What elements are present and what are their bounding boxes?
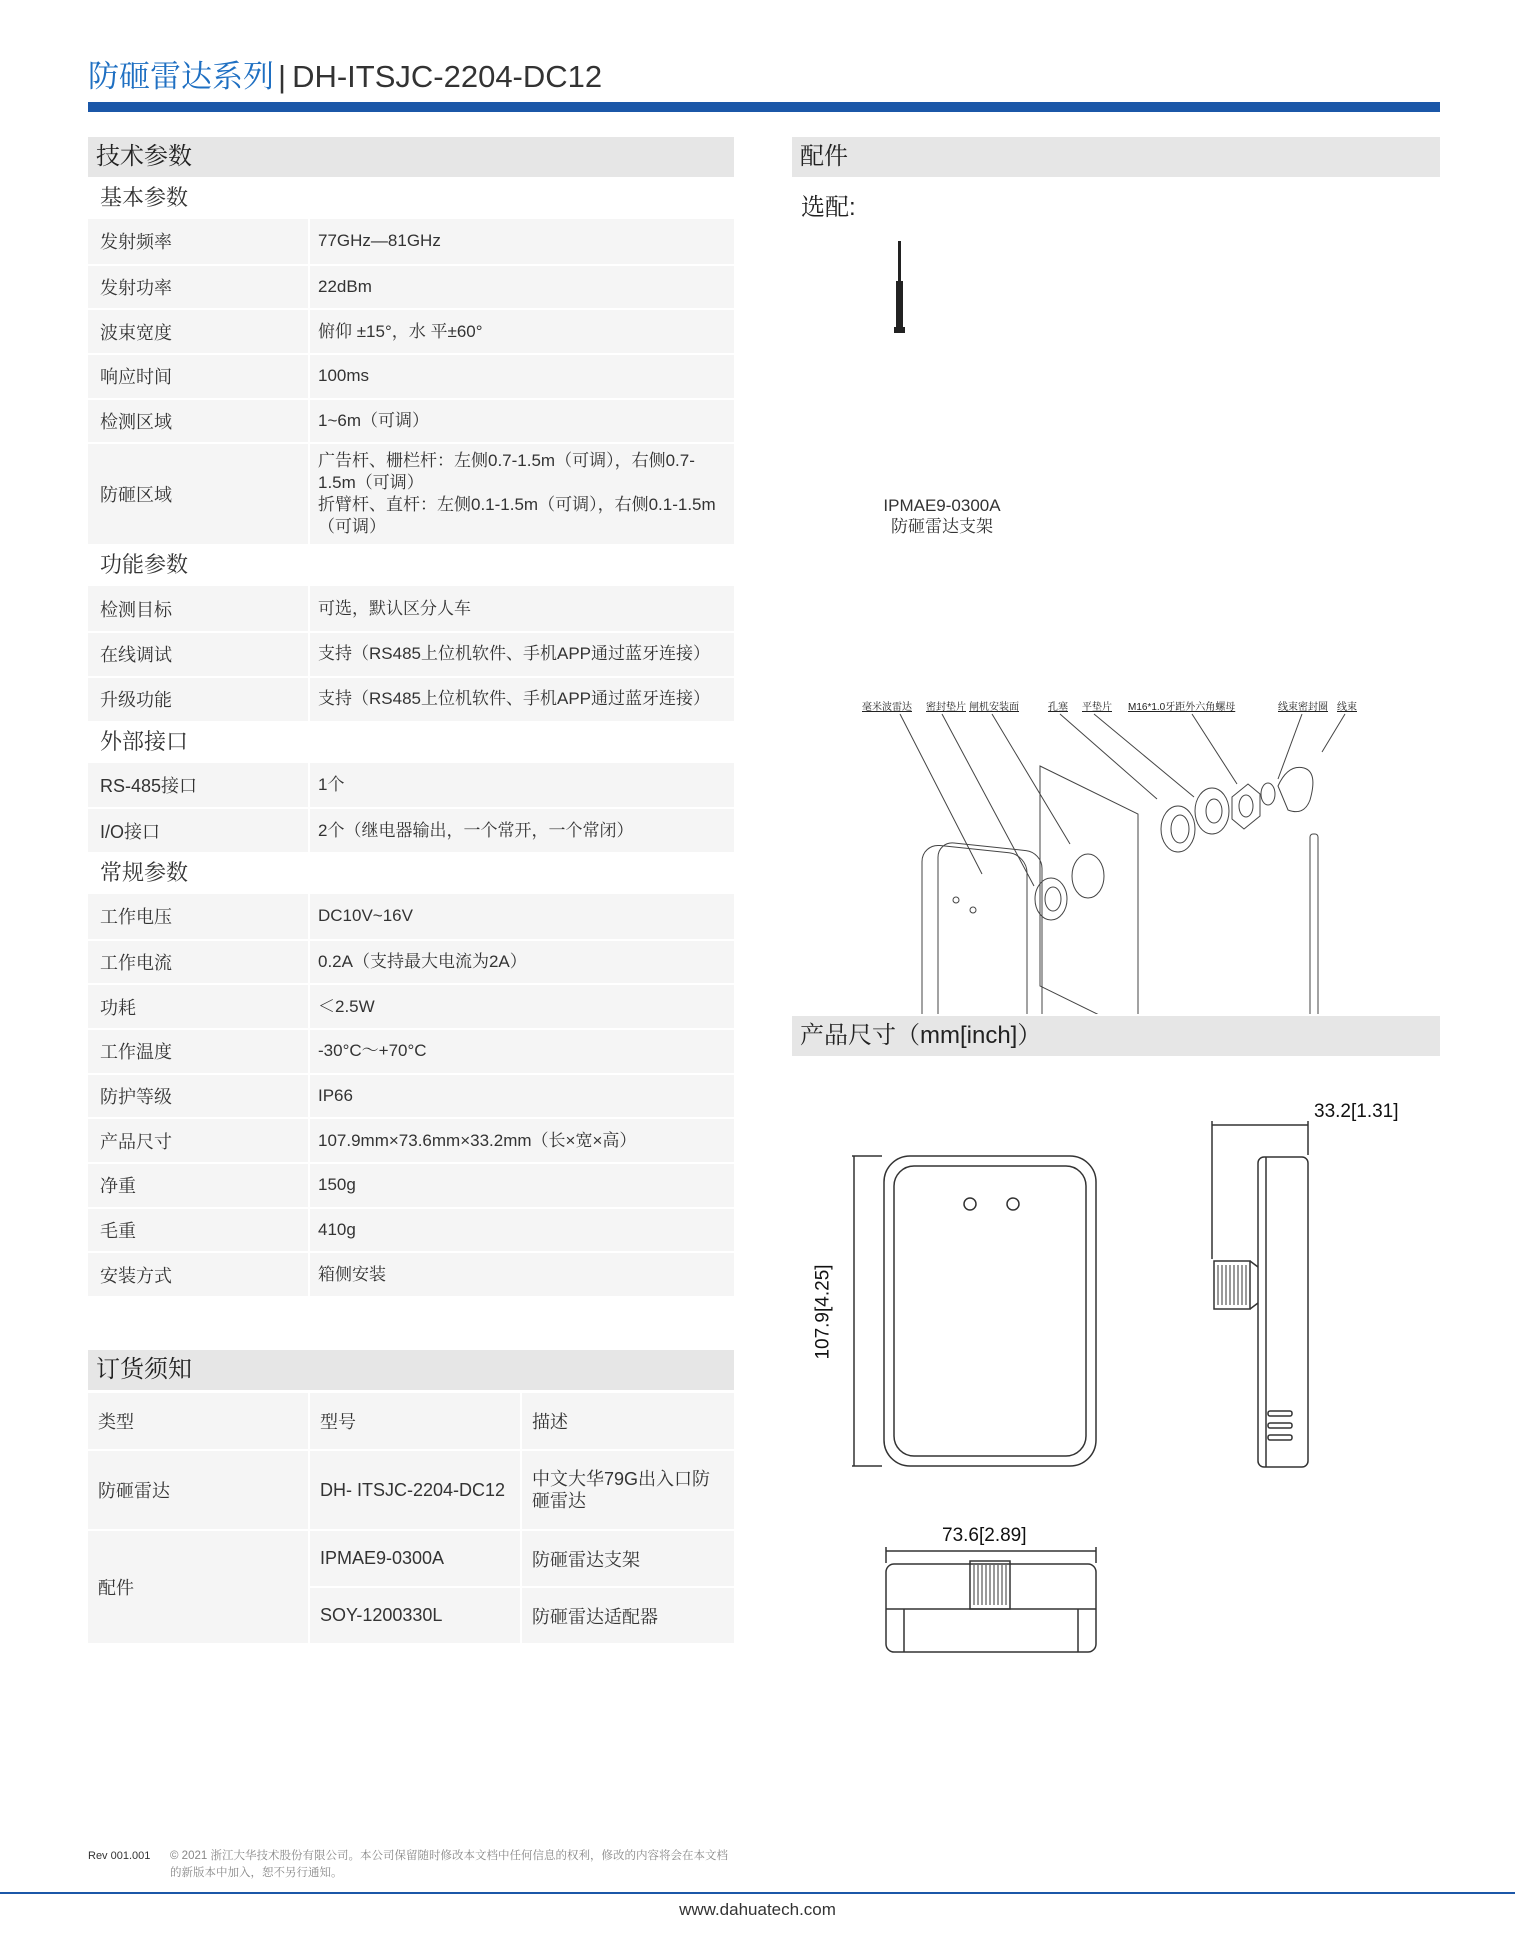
spec-group-function [88,586,734,720]
spec-value: 可选，默认区分人车 [310,586,734,631]
spec-row [88,1073,734,1118]
spec-key: 毛重 [88,1209,308,1252]
spec-row [88,1028,734,1073]
spec-row [88,219,734,264]
spec-row [88,939,734,984]
spec-value: 支持（RS485上位机软件、手机APP通过蓝牙连接） [310,633,734,676]
spec-group-basic [88,219,734,544]
spec-value [310,444,734,544]
model-number: DH-ITSJC-2204-DC12 [292,59,603,94]
spec-value: 2个（继电器输出，一个常开，一个常闭） [310,809,734,852]
dimensions-section [792,1016,1440,1056]
spec-key: 波束宽度 [88,310,308,353]
depth-dimension-label: 33.2[1.31] [1314,1101,1399,1122]
spec-value: 俯仰 ±15°，水 平±60° [310,310,734,353]
order-cell-type: 防砸雷达 [88,1451,308,1529]
order-cell-model: SOY-1200330L [310,1588,520,1643]
callout-radar: 毫米波雷达 [862,702,912,713]
order-section [88,1350,734,1643]
spec-value-line: 广告杆、栅栏杆：左侧0.7-1.5m（可调），右侧0.7-1.5m（可调） [318,451,695,493]
height-dimension-label: 107.9[4.25] [812,1264,834,1360]
copyright-note: © 2021 浙江大华技术股份有限公司。本公司保留随时修改本文档中任何信息的权利，修改的内容将会在本文档的新版本中加入，恕不另行通知。 [170,1850,728,1879]
spec-key: 检测区域 [88,400,308,443]
spec-row [88,983,734,1028]
spec-value: 150g [310,1164,734,1207]
callout-washer: 平垫片 [1082,702,1112,713]
spec-key: RS-485接口 [88,763,308,808]
spec-row [88,676,734,721]
spec-row [88,398,734,443]
bracket-drawing [792,241,1092,361]
callout-mount-surface: 闸机安装面 [969,702,1019,713]
callout-plug: 孔塞 [1048,702,1068,713]
dimension-drawings [792,1081,1440,1721]
order-cell-desc: 中文大华79G出入口防砸雷达 [522,1451,734,1529]
callout-cable: 线束 [1337,702,1357,713]
width-dimension-label: 73.6[2.89] [942,1525,1027,1546]
spec-value: 1~6m（可调） [310,400,734,443]
spec-value: -30°C～+70°C [310,1030,734,1073]
spec-row [88,894,734,939]
spec-row [88,1251,734,1296]
spec-key: 产品尺寸 [88,1119,308,1162]
header-divider [88,102,1440,112]
order-cell-model: DH- ITSJC-2204-DC12 [310,1451,520,1529]
order-cell-type: 配件 [88,1531,308,1643]
spec-group-general [88,894,734,1296]
spec-value: 77GHz—81GHz [310,219,734,264]
spec-group-title: 外部接口 [100,728,189,754]
spec-group-title: 功能参数 [100,552,189,578]
title-separator: | [278,59,287,94]
series-name: 防砸雷达系列 [88,59,274,94]
spec-row [88,353,734,398]
spec-group-interface [88,763,734,852]
spec-value: 1个 [310,763,734,808]
specs-column [88,137,734,1643]
website-link[interactable]: www.dahuatech.com [679,1900,836,1919]
spec-row [88,807,734,852]
order-cell-model: IPMAE9-0300A [310,1531,520,1586]
accessories-section-title: 配件 [792,137,1440,177]
order-cell-desc: 防砸雷达支架 [522,1531,734,1586]
spec-row [88,442,734,544]
callout-cable-seal: 线束密封圈 [1278,702,1328,713]
spec-row [88,631,734,676]
accessory-item [792,239,1440,599]
footer-divider [0,1892,1515,1894]
spec-key: 安装方式 [88,1253,308,1296]
spec-group-title: 常规参数 [100,859,189,885]
spec-value: ＜2.5W [310,985,734,1028]
spec-value: 0.2A（支持最大电流为2A） [310,941,734,984]
spec-value: 100ms [310,355,734,398]
spec-row [88,1207,734,1252]
spec-key: 净重 [88,1164,308,1207]
spec-key: 防砸区域 [88,444,308,544]
spec-value: 箱侧安装 [310,1253,734,1296]
accessory-name: 防砸雷达支架 [891,517,993,536]
spec-key: 响应时间 [88,355,308,398]
spec-key: 升级功能 [88,678,308,721]
spec-value: 22dBm [310,266,734,309]
specs-section-title: 技术参数 [88,137,734,177]
spec-row [88,586,734,631]
spec-value: 支持（RS485上位机软件、手机APP通过蓝牙连接） [310,678,734,721]
spec-row [88,1117,734,1162]
exploded-drawing [792,554,1440,1014]
spec-key: 工作电流 [88,941,308,984]
spec-value: 410g [310,1209,734,1252]
exploded-diagram [792,554,1440,1014]
accessory-code: IPMAE9-0300A [883,496,1001,515]
order-header-type: 类型 [88,1393,308,1449]
order-header-desc: 描述 [522,1393,734,1449]
order-table [88,1393,734,1643]
callout-nut: M16*1.0牙距外六角螺母 [1128,702,1236,713]
spec-row [88,264,734,309]
spec-value: 107.9mm×73.6mm×33.2mm（长×宽×高） [310,1119,734,1162]
page-header [88,54,1440,114]
spec-row [88,763,734,808]
accessory-caption [842,495,1042,537]
spec-key: 功耗 [88,985,308,1028]
spec-key: 工作电压 [88,894,308,939]
spec-group-title: 基本参数 [100,185,189,210]
callout-gasket: 密封垫片 [926,702,966,713]
spec-value: DC10V~16V [310,894,734,939]
spec-key: 发射频率 [88,219,308,264]
order-section-title: 订货须知 [88,1350,734,1390]
accessories-column [792,137,1440,1546]
dimension-drawing [792,1081,1440,1721]
spec-value: IP66 [310,1075,734,1118]
dimensions-section-title: 产品尺寸（mm[inch]） [792,1016,1440,1056]
spec-row [88,1162,734,1207]
document-title [88,54,602,100]
spec-key: 工作温度 [88,1030,308,1073]
spec-key: 防护等级 [88,1075,308,1118]
spec-value-line: 折臂杆、直杆：左侧0.1-1.5m（可调），右侧0.1-1.5m（可调） [318,495,716,537]
order-header-model: 型号 [310,1393,520,1449]
optional-label: 选配: [801,194,856,221]
order-cell-desc: 防砸雷达适配器 [522,1588,734,1643]
spec-key: 检测目标 [88,586,308,631]
spec-key: I/O接口 [88,809,308,852]
revision-number: Rev 001.001 [88,1850,151,1862]
spec-key: 发射功率 [88,266,308,309]
spec-row [88,308,734,353]
spec-key: 在线调试 [88,633,308,676]
